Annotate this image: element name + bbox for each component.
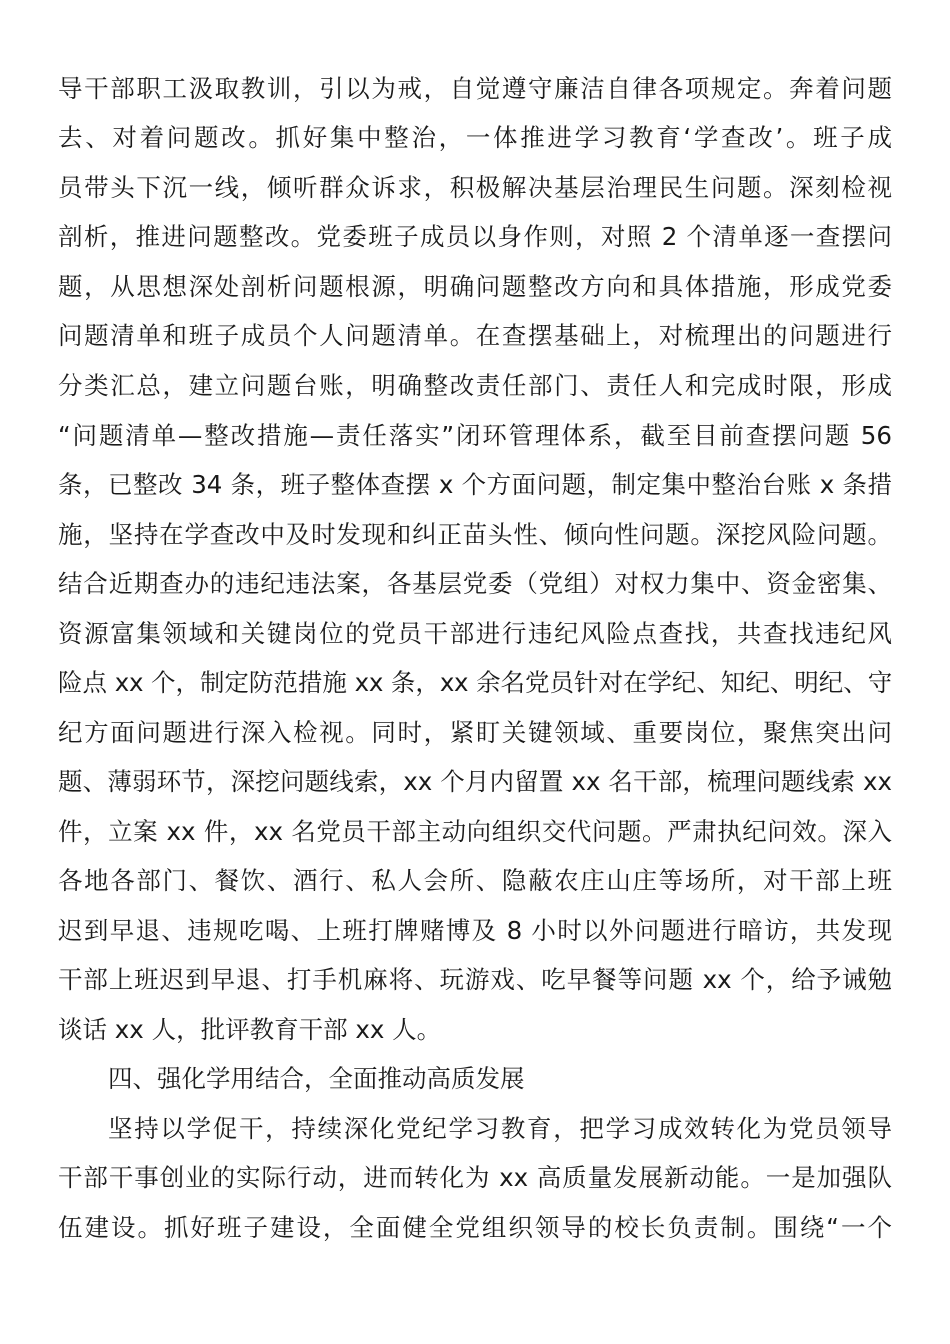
- paragraph-1-line-17: 各地各部门、餐饮、酒行、私人会所、隐蔽农庄山庄等场所，对干部上班: [58, 866, 892, 895]
- paragraph-1-line-5: 题，从思想深处剖析问题根源，明确问题整改方向和具体措施，形成党委: [58, 272, 892, 301]
- paragraph-1-line-8: “问题清单—整改措施—责任落实”闭环管理体系，截至目前查摆问题 56: [58, 421, 892, 450]
- paragraph-1-line-11: 结合近期查办的违纪违法案，各基层党委（党组）对权力集中、资金密集、: [58, 569, 892, 598]
- paragraph-1-line-16: 件，立案 xx 件，xx 名党员干部主动向组织交代问题。严肃执纪问效。深入: [58, 817, 892, 846]
- paragraph-2-line-1: 坚持以学促干，持续深化党纪学习教育，把学习成效转化为党员领导: [108, 1114, 892, 1143]
- paragraph-1-line-10: 施，坚持在学查改中及时发现和纠正苗头性、倾向性问题。深挖风险问题。: [58, 520, 892, 549]
- paragraph-1-line-20: 谈话 xx 人，批评教育干部 xx 人。: [58, 1015, 442, 1044]
- paragraph-1-line-13: 险点 xx 个，制定防范措施 xx 条，xx 余名党员针对在学纪、知纪、明纪、守: [58, 668, 892, 697]
- paragraph-1-line-12: 资源富集领域和关键岗位的党员干部进行违纪风险点查找，共查找违纪风: [58, 619, 892, 648]
- paragraph-1-line-14: 纪方面问题进行深入检视。同时，紧盯关键领域、重要岗位，聚焦突出问: [58, 718, 892, 747]
- section-heading: 四、强化学用结合，全面推动高质发展: [108, 1064, 525, 1093]
- paragraph-2-line-3: 伍建设。抓好班子建设，全面健全党组织领导的校长负责制。围绕“一个: [58, 1213, 892, 1242]
- paragraph-1-line-9: 条，已整改 34 条，班子整体查摆 x 个方面问题，制定集中整治台账 x 条措: [58, 470, 892, 499]
- paragraph-1-line-3: 员带头下沉一线，倾听群众诉求，积极解决基层治理民生问题。深刻检视: [58, 173, 892, 202]
- paragraph-1-line-2: 去、对着问题改。抓好集中整治，一体推进学习教育‘学查改’。班子成: [58, 123, 892, 152]
- paragraph-1-line-7: 分类汇总，建立问题台账，明确整改责任部门、责任人和完成时限，形成: [58, 371, 892, 400]
- paragraph-1-line-18: 迟到早退、违规吃喝、上班打牌赌博及 8 小时以外问题进行暗访，共发现: [58, 916, 892, 945]
- paragraph-2-line-2: 干部干事创业的实际行动，进而转化为 xx 高质量发展新动能。一是加强队: [58, 1163, 892, 1192]
- paragraph-1-line-1: 导干部职工汲取教训，引以为戒，自觉遵守廉洁自律各项规定。奔着问题: [58, 74, 892, 103]
- paragraph-1-line-15: 题、薄弱环节，深挖问题线索，xx 个月内留置 xx 名干部，梳理问题线索 xx: [58, 767, 892, 796]
- paragraph-1-line-4: 剖析，推进问题整改。党委班子成员以身作则，对照 2 个清单逐一查摆问: [58, 222, 892, 251]
- paragraph-1-line-19: 干部上班迟到早退、打手机麻将、玩游戏、吃早餐等问题 xx 个，给予诫勉: [58, 965, 892, 994]
- paragraph-1-line-6: 问题清单和班子成员个人问题清单。在查摆基础上，对梳理出的问题进行: [58, 321, 892, 350]
